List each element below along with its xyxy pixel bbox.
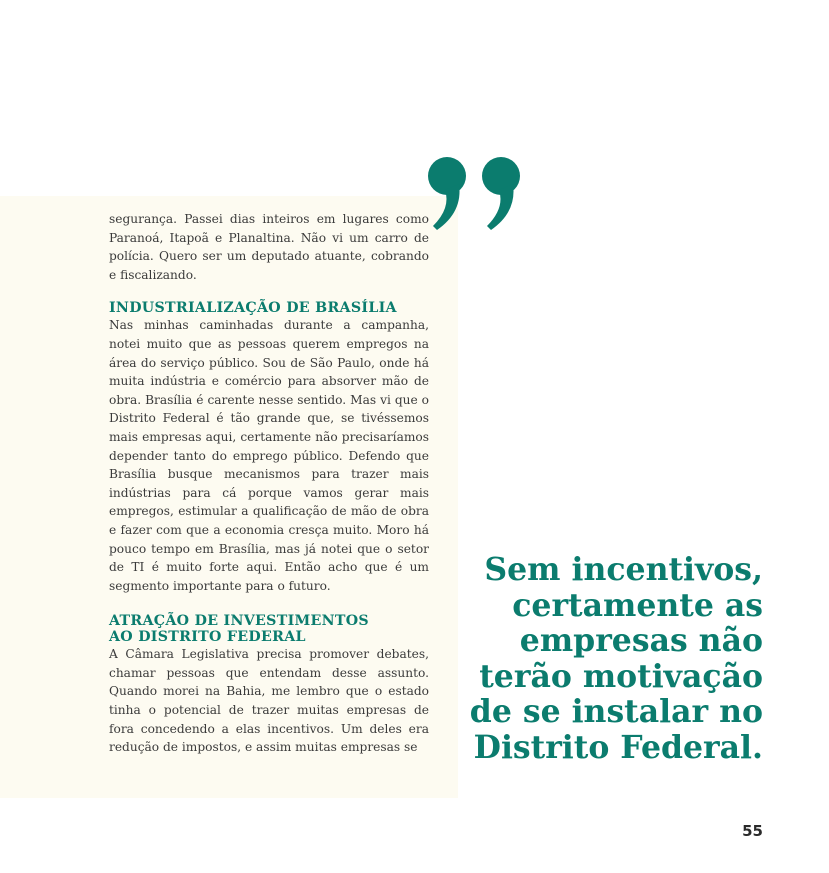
section-body-atracao: A Câmara Legislativa precisa promover debates, chamar pessoas que entendam desse assunto. Quando morei na Bahia, me lembro que o estado tinha o potencial de trazer muitas empresas de fora concedendo a elas incentivos. Um deles era redução de impostos, e assim muitas empresas se — [109, 647, 429, 755]
pull-quote-line: de se instalar no — [469, 693, 763, 730]
pull-quote-line: empresas não — [519, 622, 763, 659]
closing-quotation-icon — [423, 132, 528, 232]
page-number: 55 — [742, 822, 763, 840]
pull-quote-line: terão motivação — [479, 657, 763, 695]
section-heading-atracao — [109, 613, 429, 645]
section-heading-industrializacao: INDUSTRIALIZAÇÃO DE BRASÍLIA — [109, 300, 397, 317]
article-column — [109, 210, 429, 757]
section-body-industrializacao: Nas minhas caminhadas durante a campanha, notei muito que as pessoas querem empregos na área do serviço público. Sou de São Paulo, onde há muita indústria e comércio para absorver mão de obra. Brasília é carente nesse sentido. Mas vi que o Distrito Federal é tão grande que, se tivéssemos mais empresas aqui, certamente não precisaríamos depender tanto do emprego público. Defendo que Brasília busque mecanismos para trazer mais indústrias para cá porque vamos gerar mais empregos, estimular a qualificação de mão de obra e fazer com que a economia cresça muito. Moro há pouco tempo em Brasília, mas já notei que o setor de TI é muito forte aqui. Então acho que é um segmento importante para o futuro. — [109, 318, 429, 593]
pull-quote-line: certamente as — [512, 586, 763, 624]
section-heading-atracao-line1: ATRAÇÃO DE INVESTIMENTOS — [109, 613, 369, 630]
pull-quote — [433, 552, 763, 765]
section-heading-atracao-line2: AO DISTRITO FEDERAL — [109, 629, 306, 646]
pull-quote-line: Sem incentivos, — [484, 551, 763, 588]
intro-paragraph: segurança. Passei dias inteiros em lugares como Paranoá, Itapoã e Planaltina. Não vi um carro de polícia. Quero ser um deputado atuante, cobrando e fiscalizando. — [109, 212, 429, 282]
pull-quote-line: Distrito Federal. — [473, 728, 763, 766]
